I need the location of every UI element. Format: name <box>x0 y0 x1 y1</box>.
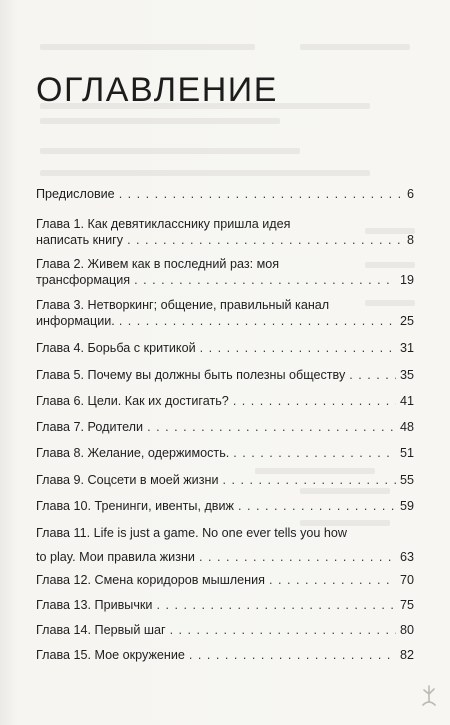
dot-leader <box>127 232 403 248</box>
toc-page-number: 55 <box>399 473 414 487</box>
dot-leader <box>134 272 396 288</box>
toc-page-number: 82 <box>399 648 414 662</box>
dot-leader <box>233 445 396 461</box>
toc-entry-title-continued: трансформация <box>36 273 131 287</box>
dot-leader <box>349 367 396 383</box>
toc-entry-title: Глава 5. Почему вы должны быть полезны обществу <box>36 368 346 382</box>
toc-entry-title: Глава 4. Борьба с критикой <box>36 341 196 355</box>
dot-leader <box>199 549 396 565</box>
publisher-logo-icon <box>420 683 438 709</box>
toc-entry-chapter-13[interactable] <box>36 597 414 613</box>
dot-leader <box>147 419 396 435</box>
toc-entry-title: Глава 14. Первый шаг <box>36 623 166 637</box>
toc-page-number: 51 <box>399 446 414 460</box>
toc-page-number: 35 <box>399 368 414 382</box>
toc-page-number: 80 <box>399 623 414 637</box>
toc-entry-title: Глава 7. Родители <box>36 420 144 434</box>
toc-entry-title-continued: to play. Мои правила жизни <box>36 550 195 564</box>
toc-entry-title: Глава 15. Мое окружение <box>36 648 185 662</box>
toc-entry-chapter-3[interactable] <box>36 297 414 329</box>
toc-entry-chapter-11[interactable] <box>36 525 414 565</box>
dot-leader <box>170 622 396 638</box>
toc-entry-preface[interactable] <box>36 186 414 202</box>
toc-entry-title: Глава 3. Нетворкинг; общение, правильный канал <box>36 298 330 312</box>
dot-leader <box>189 647 396 663</box>
toc-page-number: 41 <box>399 394 414 408</box>
dot-leader <box>223 472 396 488</box>
toc-page-number: 19 <box>399 273 414 287</box>
dot-leader <box>269 572 396 588</box>
toc-entry-title-continued: написать книгу <box>36 233 124 247</box>
toc-entry-title: Глава 2. Живем как в последний раз: моя <box>36 257 280 271</box>
toc-entry-chapter-7[interactable] <box>36 419 414 435</box>
toc-entry-chapter-1[interactable] <box>36 216 414 248</box>
toc-entry-chapter-9[interactable] <box>36 472 414 488</box>
toc-entry-title: Глава 6. Цели. Как их достигать? <box>36 394 229 408</box>
toc-entry-title: Предисловие <box>36 187 115 201</box>
toc-entry-chapter-5[interactable] <box>36 367 414 383</box>
toc-page-number: 31 <box>399 341 414 355</box>
page-title: ОГЛАВЛЕНИЕ <box>36 71 278 109</box>
toc-entry-title: Глава 13. Привычки <box>36 598 153 612</box>
dot-leader <box>200 340 396 356</box>
toc-page-number: 6 <box>406 187 414 201</box>
toc-entry-chapter-2[interactable] <box>36 256 414 288</box>
dot-leader <box>119 313 396 329</box>
toc-entry-title: Глава 12. Смена коридоров мышления <box>36 573 265 587</box>
toc-entry-chapter-10[interactable] <box>36 498 414 514</box>
toc-page-number: 75 <box>399 598 414 612</box>
toc-entry-title: Глава 8. Желание, одержимость. <box>36 446 230 460</box>
dot-leader <box>238 498 396 514</box>
toc-page-number: 48 <box>399 420 414 434</box>
toc-entry-title: Глава 1. Как девятикласснику пришла идея <box>36 217 291 231</box>
toc-entry-title: Глава 9. Соцсети в моей жизни <box>36 473 219 487</box>
toc-entry-chapter-8[interactable] <box>36 445 414 461</box>
toc-page-number: 70 <box>399 573 414 587</box>
toc-entry-title: Глава 11. Life is just a game. No one ever tells you how <box>36 526 347 540</box>
toc-entry-title-continued: информации. <box>36 314 115 328</box>
toc-page-number: 59 <box>399 499 414 513</box>
toc-entry-chapter-4[interactable] <box>36 340 414 356</box>
toc-entry-title: Глава 10. Тренинги, ивенты, движ <box>36 499 234 513</box>
toc-page-number: 25 <box>399 314 414 328</box>
toc-page-number: 63 <box>399 550 414 564</box>
toc-page-number: 8 <box>406 233 414 247</box>
dot-leader <box>233 393 396 409</box>
toc-entry-chapter-14[interactable] <box>36 622 414 638</box>
toc-entry-chapter-15[interactable] <box>36 647 414 663</box>
toc-entry-chapter-6[interactable] <box>36 393 414 409</box>
toc-entry-chapter-12[interactable] <box>36 572 414 588</box>
dot-leader <box>119 186 403 202</box>
dot-leader <box>156 597 396 613</box>
